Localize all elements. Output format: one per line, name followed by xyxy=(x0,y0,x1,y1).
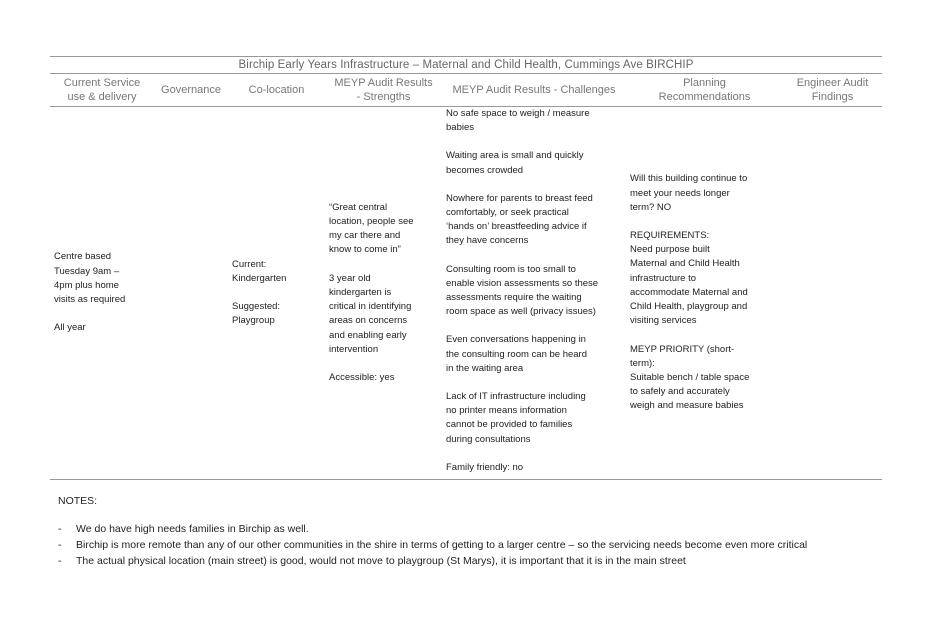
planning-text: REQUIREMENTS: Need purpose built Maternal and Child Health infrastructure to accommodate Maternal and Child Health, playgroup and visiting services xyxy=(630,230,748,327)
col-governance xyxy=(154,74,228,107)
column-label: Co-location xyxy=(248,83,305,96)
spacer xyxy=(630,329,779,343)
col-engineer xyxy=(783,74,882,107)
challenge-text: Family friendly: no xyxy=(446,461,524,473)
cell-current-service xyxy=(50,107,154,480)
col-challenges xyxy=(442,74,626,107)
note-text: The actual physical location (main street) is good, would not move to playgroup (St Marys), it is important that it is in the main street xyxy=(76,555,686,567)
challenge-text: Nowhere for parents to breast feed comfortably, or seek practical ‘hands on’ breastfeeding advice if they have concerns xyxy=(446,192,593,247)
spacer xyxy=(232,286,321,300)
col-current-service xyxy=(50,74,154,107)
spacer xyxy=(329,258,438,272)
service-text: All year xyxy=(54,322,86,334)
table-row xyxy=(50,107,882,480)
infrastructure-document xyxy=(50,56,882,480)
column-label: Current Service use & delivery xyxy=(63,76,141,103)
column-label: Governance xyxy=(161,83,221,96)
note-text: Birchip is more remote than any of our other communities in the shire in terms of getting to a larger centre – so the servicing needs become even more critical xyxy=(76,539,808,551)
col-strengths xyxy=(325,74,442,107)
note-item xyxy=(58,537,888,553)
notes-heading: NOTES: xyxy=(58,495,98,507)
spacer xyxy=(630,215,779,229)
strength-text: “Great central location, people see my car there and know to come in” xyxy=(329,201,414,256)
note-text: We do have high needs families in Birchip as well. xyxy=(76,523,309,535)
spacer xyxy=(446,135,622,149)
cell-strengths xyxy=(325,107,442,480)
cell-governance xyxy=(154,107,228,480)
table-header-row xyxy=(50,74,882,107)
cell-planning xyxy=(626,107,783,480)
challenge-text: Consulting room is too small to enable vision assessments so these assessments require the waiting room space as well (privacy issues) xyxy=(446,263,599,318)
column-label: Planning Recommendations xyxy=(658,76,751,103)
column-label: MEYP Audit Results - Challenges xyxy=(452,83,616,96)
bullet-dash: - xyxy=(58,555,62,567)
note-item xyxy=(58,553,888,569)
planning-text: MEYP PRIORITY (short- term): Suitable bench / table space to safely and accurately weigh and measure babies xyxy=(630,343,750,412)
service-text: Centre based Tuesday 9am – 4pm plus home visits as required xyxy=(54,251,126,306)
challenge-text: No safe space to weigh / measure babies xyxy=(446,108,590,134)
note-item xyxy=(58,521,888,537)
spacer xyxy=(446,249,622,263)
spacer xyxy=(446,447,622,461)
audit-table xyxy=(50,74,882,480)
column-label: MEYP Audit Results - Strengths xyxy=(334,76,433,103)
bullet-dash: - xyxy=(58,539,62,551)
planning-text: Will this building continue to meet your needs longer term? NO xyxy=(630,173,748,213)
spacer xyxy=(54,307,150,321)
column-label: Engineer Audit Findings xyxy=(796,76,869,103)
cell-engineer xyxy=(783,107,882,480)
notes-section xyxy=(58,495,888,569)
spacer xyxy=(329,357,438,371)
spacer xyxy=(446,376,622,390)
colocation-text: Suggested: Playgroup xyxy=(232,301,281,327)
colocation-text: Current: Kindergarten xyxy=(232,258,287,284)
challenge-text: Waiting area is small and quickly becomes crowded xyxy=(446,150,584,176)
spacer xyxy=(446,178,622,192)
spacer xyxy=(446,319,622,333)
document-title: Birchip Early Years Infrastructure – Maternal and Child Health, Cummings Ave BIRCHIP xyxy=(50,56,882,74)
strength-text: Accessible: yes xyxy=(329,371,395,383)
col-colocation xyxy=(228,74,325,107)
col-planning xyxy=(626,74,783,107)
bullet-dash: - xyxy=(58,523,62,535)
cell-challenges xyxy=(442,107,626,480)
strength-text: 3 year old kindergarten is critical in identifying areas on concerns and enabling early intervention xyxy=(329,272,412,355)
challenge-text: Even conversations happening in the consulting room can be heard in the waiting area xyxy=(446,334,588,374)
challenge-text: Lack of IT infrastructure including no printer means information cannot be provided to families during consultations xyxy=(446,391,586,445)
cell-colocation xyxy=(228,107,325,480)
